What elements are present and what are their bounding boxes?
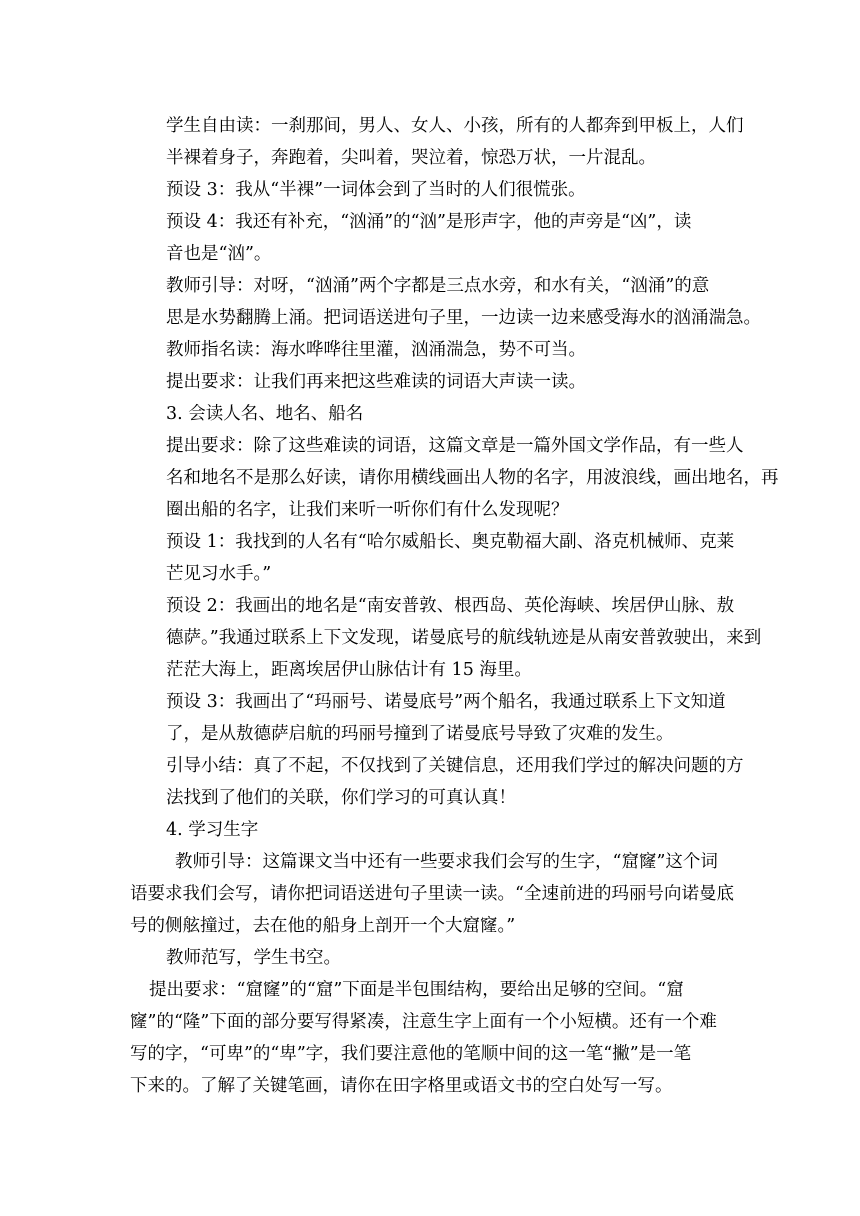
paragraph-teacher-guide [130, 270, 761, 334]
text-line: 预设 3：我画出了“玛丽号、诺曼底号”两个船名，我通过联系上下文知道 [166, 692, 726, 712]
paragraph-preset-3 [130, 174, 738, 206]
section-heading-3 [130, 398, 738, 430]
text-line: 提出要求：除了这些难读的词语，这篇文章是一篇外国文学作品，有一些人 [166, 436, 744, 456]
paragraph-teacher-demo [130, 942, 738, 974]
text-line: 号的侧舷撞过，去在他的船身上剖开一个大窟窿。” [130, 916, 516, 936]
text-line: 预设 2：我画出的地名是“南安普敦、根西岛、英伦海峡、埃居伊山脉、敖 [166, 596, 735, 616]
text-line: 教师指名读：海水哗哗往里灌，汹涌湍急，势不可当。 [166, 340, 586, 360]
paragraph-requirement-writing [130, 974, 738, 1102]
paragraph-student-reading [130, 110, 744, 174]
paragraph-preset-3-ships [130, 686, 738, 750]
text-line: 语要求我们会写，请你把词语送进句子里读一读。“全速前进的玛丽号向诺曼底 [130, 884, 734, 904]
text-line: 思是水势翻腾上涌。把词语送进句子里，一边读一边来感受海水的汹涌湍急。 [166, 308, 761, 328]
text-line: 预设 1：我找到的人名有“哈尔威船长、奥克勒福大副、洛克机械师、克莱 [166, 532, 735, 552]
text-line: 了，是从敖德萨启航的玛丽号撞到了诺曼底号导致了灾难的发生。 [166, 724, 674, 744]
text-line: 提出要求：“窟窿”的“窟”下面是半包围结构，要给出足够的空间。“窟 [149, 980, 684, 1000]
section-heading-4 [130, 814, 738, 846]
paragraph-preset-2 [130, 590, 762, 686]
paragraph-preset-4 [130, 206, 738, 270]
text-line: 音也是“汹”。 [166, 244, 272, 264]
text-line: 预设 3：我从“半裸”一词体会到了当时的人们很慌张。 [166, 180, 586, 200]
text-line: 教师引导：这篇课文当中还有一些要求我们会写的生字，“窟窿”这个词 [175, 852, 718, 872]
text-line: 茫茫大海上，距离埃居伊山脉估计有 15 海里。 [166, 660, 532, 680]
paragraph-requirement [130, 366, 738, 398]
text-line: 法找到了他们的关联，你们学习的可真认真！ [166, 788, 516, 808]
paragraph-teacher-reading [130, 334, 738, 366]
text-line: 写的字，“可卑”的“卑”字，我们要注意他的笔顺中间的这一笔“撇”是一笔 [130, 1044, 692, 1064]
text-line: 预设 4：我还有补充，“汹涌”的“汹”是形声字，他的声旁是“凶”，读 [166, 212, 692, 232]
text-line: 学生自由读：一刹那间，男人、女人、小孩，所有的人都奔到甲板上，人们 [166, 116, 744, 136]
text-line: 芒见习水手。” [166, 564, 272, 584]
text-line: 名和地名不是那么好读，请你用横线画出人物的名字，用波浪线，画出地名，再 [166, 468, 779, 488]
text-line: 半裸着身子，奔跑着，尖叫着，哭泣着，惊恐万状，一片混乱。 [166, 148, 656, 168]
text-line: 教师引导：对呀，“汹涌”两个字都是三点水旁，和水有关，“汹涌”的意 [166, 276, 710, 296]
text-line: 窿”的“隆”下面的部分要写得紧凑，注意生字上面有一个小短横。还有一个难 [130, 1012, 717, 1032]
text-line: 4. 学习生字 [166, 820, 259, 840]
text-line: 提出要求：让我们再来把这些难读的词语大声读一读。 [166, 372, 586, 392]
paragraph-summary [130, 750, 744, 814]
text-line: 圈出船的名字，让我们来听一听你们有什么发现呢？ [166, 500, 569, 520]
paragraph-teacher-guide-characters [130, 846, 738, 942]
text-line: 德萨。”我通过联系上下文发现，诺曼底号的航线轨迹是从南安普敦驶出，来到 [166, 628, 762, 648]
text-line: 教师范写，学生书空。 [166, 948, 341, 968]
text-line: 3. 会读人名、地名、船名 [166, 404, 364, 424]
text-line: 下来的。了解了关键笔画，请你在田字格里或语文书的空白处写一写。 [130, 1076, 673, 1096]
paragraph-preset-1 [130, 526, 738, 590]
paragraph-requirement-names [130, 430, 779, 526]
text-line: 引导小结：真了不起，不仅找到了关键信息，还用我们学过的解决问题的方 [166, 756, 744, 776]
